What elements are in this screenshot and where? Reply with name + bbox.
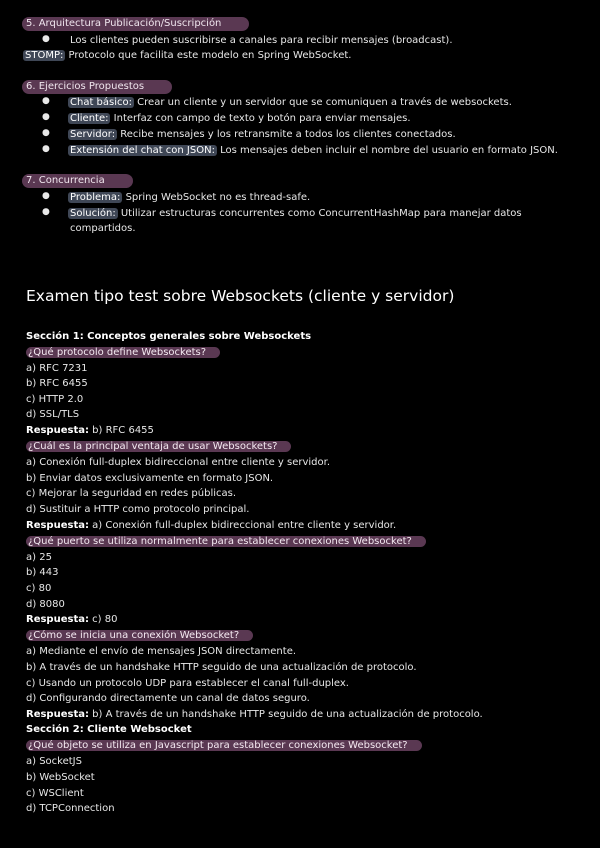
item-label: Cliente: xyxy=(70,113,109,124)
answer-text: c) 80 xyxy=(88,614,118,625)
bullet-dot: ● xyxy=(42,128,50,138)
item-text: Recibe mensajes y los retransmite a todos los clientes conectados. xyxy=(117,129,456,140)
item-text: Utilizar estructuras concurrentes como ConcurrentHashMap para manejar datos xyxy=(117,208,522,219)
sec7-item xyxy=(68,191,310,205)
sec6-item xyxy=(68,96,512,110)
sec7-item xyxy=(68,207,522,221)
sec5-stomp-line xyxy=(23,49,351,63)
bullet-dot: ● xyxy=(42,112,50,122)
option: a) Conexión full-duplex bidireccional entre cliente y servidor. xyxy=(26,457,331,468)
question-text: ¿Qué puerto se utiliza normalmente para establecer conexiones Websocket? xyxy=(26,536,426,547)
option: b) WebSocket xyxy=(26,772,95,783)
answer xyxy=(26,708,483,722)
sec6-item xyxy=(68,112,411,126)
option: c) Mejorar la seguridad en redes públicas. xyxy=(26,488,237,499)
answer xyxy=(26,519,396,533)
question-5 xyxy=(26,739,422,753)
option: a) Mediante el envío de mensajes JSON directamente. xyxy=(26,646,297,657)
option: d) Sustituir a HTTP como protocolo principal. xyxy=(26,504,250,515)
sec6-item xyxy=(68,128,456,142)
option: b) 443 xyxy=(26,567,59,578)
bullet-dot: ● xyxy=(42,34,50,44)
stomp-label: STOMP: xyxy=(25,50,64,61)
question-text: ¿Cuál es la principal ventaja de usar Websockets? xyxy=(26,441,291,452)
sec6-item xyxy=(68,144,558,158)
option: b) RFC 6455 xyxy=(26,378,88,389)
sec5-bullet-1: Los clientes pueden suscribirse a canales para recibir mensajes (broadcast). xyxy=(70,35,453,46)
option: b) Enviar datos exclusivamente en formato JSON. xyxy=(26,473,274,484)
bullet-dot: ● xyxy=(42,144,50,154)
section-heading-6: 6. Ejercicios Propuestos xyxy=(22,80,172,94)
option: c) Usando un protocolo UDP para establecer el canal full-duplex. xyxy=(26,678,349,689)
question-4 xyxy=(26,629,253,643)
question-3 xyxy=(26,535,426,549)
question-text: ¿Qué objeto se utiliza en Javascript para establecer conexiones Websocket? xyxy=(26,740,422,751)
option: d) 8080 xyxy=(26,599,65,610)
answer-label: Respuesta: xyxy=(26,614,89,625)
item-label: Problema: xyxy=(70,192,121,203)
stomp-text: Protocolo que facilita este modelo en Spring WebSocket. xyxy=(65,50,352,61)
option: a) 25 xyxy=(26,552,52,563)
item-label: Servidor: xyxy=(70,129,116,140)
option: a) RFC 7231 xyxy=(26,363,88,374)
bullet-dot: ● xyxy=(42,191,50,201)
option: b) A través de un handshake HTTP seguido de una actualización de protocolo. xyxy=(26,662,417,673)
sec7-item-continuation: compartidos. xyxy=(70,223,136,234)
option: d) TCPConnection xyxy=(26,803,115,814)
item-label: Chat básico: xyxy=(70,97,132,108)
item-label: Solución: xyxy=(70,208,116,219)
option: a) SocketJS xyxy=(26,756,82,767)
option: d) Configurando directamente un canal de datos seguro. xyxy=(26,693,310,704)
question-2 xyxy=(26,440,291,454)
item-text: Crear un cliente y un servidor que se comuniquen a través de websockets. xyxy=(134,97,512,108)
answer-label: Respuesta: xyxy=(26,425,89,436)
option: c) WSClient xyxy=(26,788,84,799)
item-text: Los mensajes deben incluir el nombre del usuario en formato JSON. xyxy=(216,145,558,156)
answer-text: b) RFC 6455 xyxy=(88,425,154,436)
answer-text: a) Conexión full-duplex bidireccional entre cliente y servidor. xyxy=(88,520,397,531)
bullet-dot: ● xyxy=(42,96,50,106)
exam-section-2: Sección 2: Cliente Websocket xyxy=(26,724,192,735)
bullet-dot: ● xyxy=(42,207,50,217)
option: c) HTTP 2.0 xyxy=(26,394,84,405)
answer-label: Respuesta: xyxy=(26,709,89,720)
item-label: Extensión del chat con JSON: xyxy=(70,145,215,156)
answer-label: Respuesta: xyxy=(26,520,89,531)
section-heading-7: 7. Concurrencia xyxy=(22,174,133,188)
answer-text: b) A través de un handshake HTTP seguido de una actualización de protocolo. xyxy=(88,709,483,720)
exam-section-1: Sección 1: Conceptos generales sobre Websockets xyxy=(26,331,312,342)
exam-title: Examen tipo test sobre Websockets (cliente y servidor) xyxy=(26,287,455,305)
question-text: ¿Cómo se inicia una conexión Websocket? xyxy=(26,630,253,641)
answer xyxy=(26,613,117,627)
answer xyxy=(26,424,154,438)
section-heading-5: 5. Arquitectura Publicación/Suscripción xyxy=(22,17,249,31)
option: c) 80 xyxy=(26,583,52,594)
question-text: ¿Qué protocolo define Websockets? xyxy=(26,347,220,358)
question-1 xyxy=(26,346,220,360)
item-text: Interfaz con campo de texto y botón para enviar mensajes. xyxy=(110,113,411,124)
option: d) SSL/TLS xyxy=(26,409,80,420)
item-text: Spring WebSocket no es thread-safe. xyxy=(122,192,311,203)
